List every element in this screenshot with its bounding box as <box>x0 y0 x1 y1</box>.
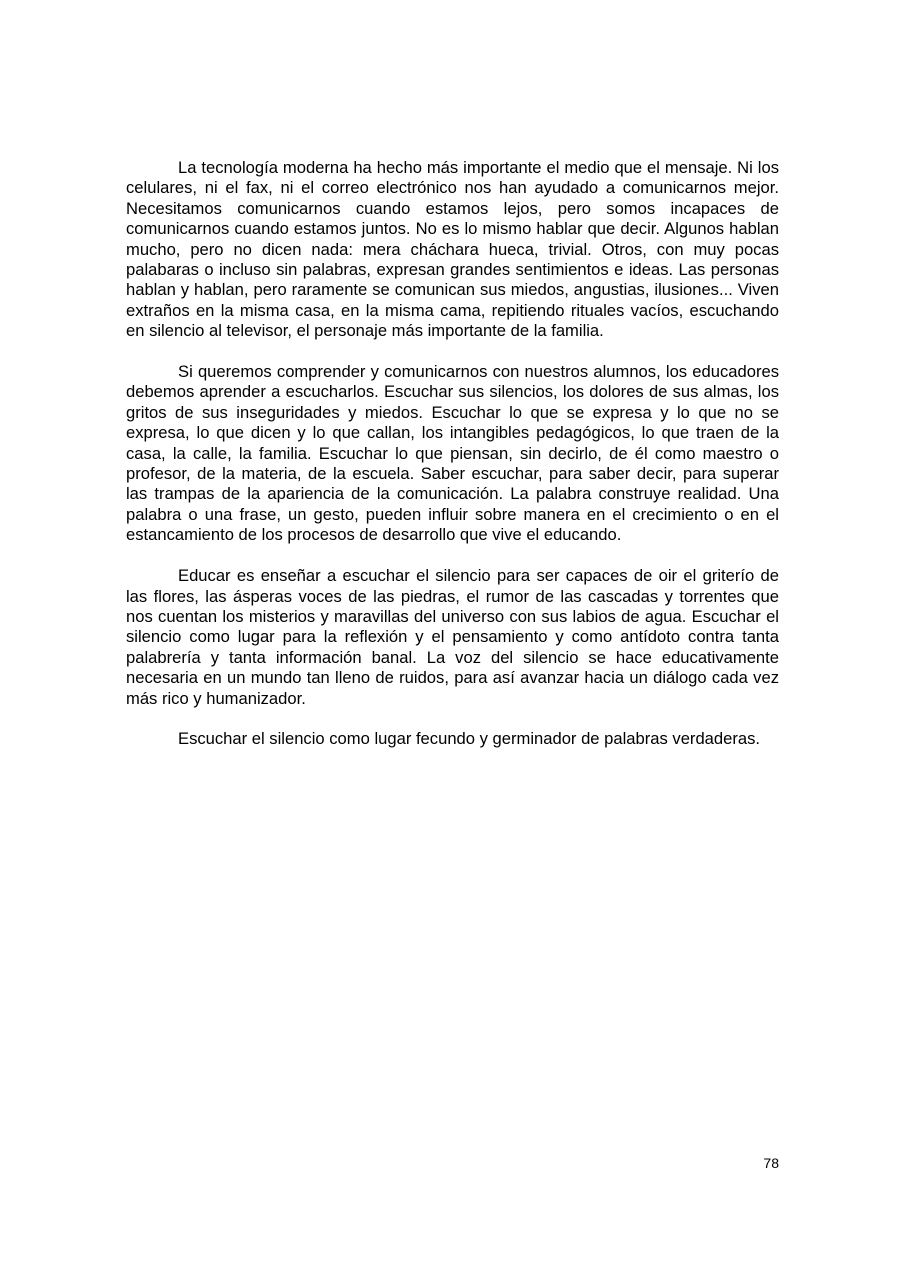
paragraph-3: Educar es enseñar a escuchar el silencio para ser capaces de oir el griterío de las flores, las ásperas voces de las piedras, el rumor de las cascadas y torrentes que nos cuentan los misterios y maravillas del universo con sus labios de agua. Escuchar el silencio como lugar para la reflexión y el pensamiento y como antídoto contra tanta palabrería y tanta información banal. La voz del silencio se hace educativamente necesaria en un mundo tan lleno de ruidos, para así avanzar hacia un diálogo cada vez más rico y humanizador. <box>126 566 779 708</box>
paragraph-2: Si queremos comprender y comunicarnos con nuestros alumnos, los educadores debemos aprender a escucharlos. Escuchar sus silencios, los dolores de sus almas, los gritos de sus inseguridades y miedos. Escuchar lo que se expresa y lo que no se expresa, lo que dicen y lo que callan, los intangibles pedagógicos, lo que traen de la casa, la calle, la familia. Escuchar lo que piensan, sin decirlo, de él como maestro o profesor, de la materia, de la escuela. Saber escuchar, para saber decir, para superar las trampas de la apariencia de la comunicación. La palabra construye realidad. Una palabra o una frase, un gesto, pueden influir sobre manera en el crecimiento o en el estancamiento de los procesos de desarrollo que vive el educando. <box>126 362 779 545</box>
page-number: 78 <box>763 1155 779 1171</box>
paragraph-4: Escuchar el silencio como lugar fecundo y germinador de palabras verdaderas. <box>178 729 761 749</box>
paragraph-1: La tecnología moderna ha hecho más importante el medio que el mensaje. Ni los celulares, ni el fax, ni el correo electrónico nos han ayudado a comunicarnos mejor. Necesitamos comunicarnos cuando estamos lejos, pero somos incapaces de comunicarnos cuando estamos juntos. No es lo mismo hablar que decir. Algunos hablan mucho, pero no dicen nada: mera cháchara hueca, trivial. Otros, con muy pocas palabaras o incluso sin palabras, expresan grandes sentimientos e ideas. Las personas hablan y hablan, pero raramente se comunican sus miedos, angustias, ilusiones... Viven extraños en la misma casa, en la misma cama, repitiendo rituales vacíos, escuchando en silencio al televisor, el personaje más importante de la familia. <box>126 158 779 341</box>
body-text <box>126 158 779 770</box>
